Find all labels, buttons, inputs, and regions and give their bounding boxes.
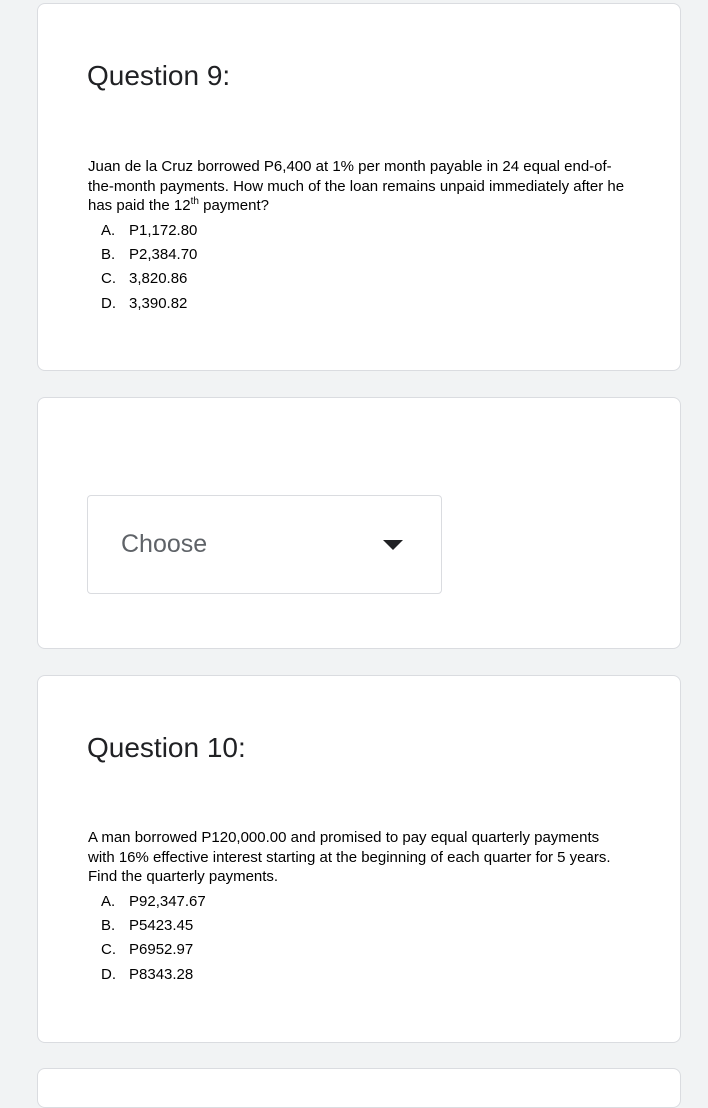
option-value: P92,347.67 [129, 892, 206, 910]
question-10-card [37, 675, 681, 1043]
option-letter: C. [101, 941, 116, 959]
question-10-text: A man borrowed P120,000.00 and promised to pay equal quarterly payments with 16% effective interest starting at the beginning of each quarter for 5 years. Find the quarterly payments. [88, 829, 611, 885]
next-question-card [37, 1068, 681, 1108]
option-letter: D. [101, 965, 116, 983]
question-9-text-main: Juan de la Cruz borrowed P6,400 at 1% per month payable in 24 equal end-of-the-month payments. How much of the loan remains unpaid immediately after he has paid the 12 [88, 158, 625, 214]
question-9-card [37, 3, 681, 371]
dropdown-placeholder: Choose [121, 530, 208, 558]
option-value: P8343.28 [129, 965, 194, 983]
ordinal-suffix: th [190, 196, 199, 207]
answer-card [37, 397, 681, 649]
question-9-body [88, 157, 628, 316]
option-value: P2,384.70 [129, 245, 198, 263]
option-value: P5423.45 [129, 916, 194, 934]
option-a [101, 890, 628, 914]
question-9-text-end: payment? [198, 197, 269, 214]
option-value: P1,172.80 [129, 221, 198, 239]
option-c [101, 938, 628, 962]
question-10-options [88, 890, 628, 988]
caret-down-icon [383, 540, 403, 550]
question-10-body [88, 828, 628, 987]
option-d [101, 292, 628, 316]
option-letter: C. [101, 270, 116, 288]
option-letter: B. [101, 916, 116, 934]
option-d [101, 963, 628, 987]
option-letter: D. [101, 294, 116, 312]
option-letter: B. [101, 245, 116, 263]
question-9-text [88, 157, 628, 216]
option-value: 3,390.82 [129, 294, 188, 312]
option-b [101, 914, 628, 938]
question-10-title: Question 10: [87, 732, 246, 763]
question-9-title: Question 9: [87, 60, 231, 91]
option-value: 3,820.86 [129, 270, 188, 288]
question-9-options [88, 219, 628, 317]
option-a [101, 219, 628, 243]
answer-dropdown[interactable] [87, 495, 442, 594]
option-letter: A. [101, 892, 116, 910]
option-letter: A. [101, 221, 116, 239]
option-b [101, 243, 628, 267]
option-c [101, 267, 628, 291]
option-value: P6952.97 [129, 941, 194, 959]
